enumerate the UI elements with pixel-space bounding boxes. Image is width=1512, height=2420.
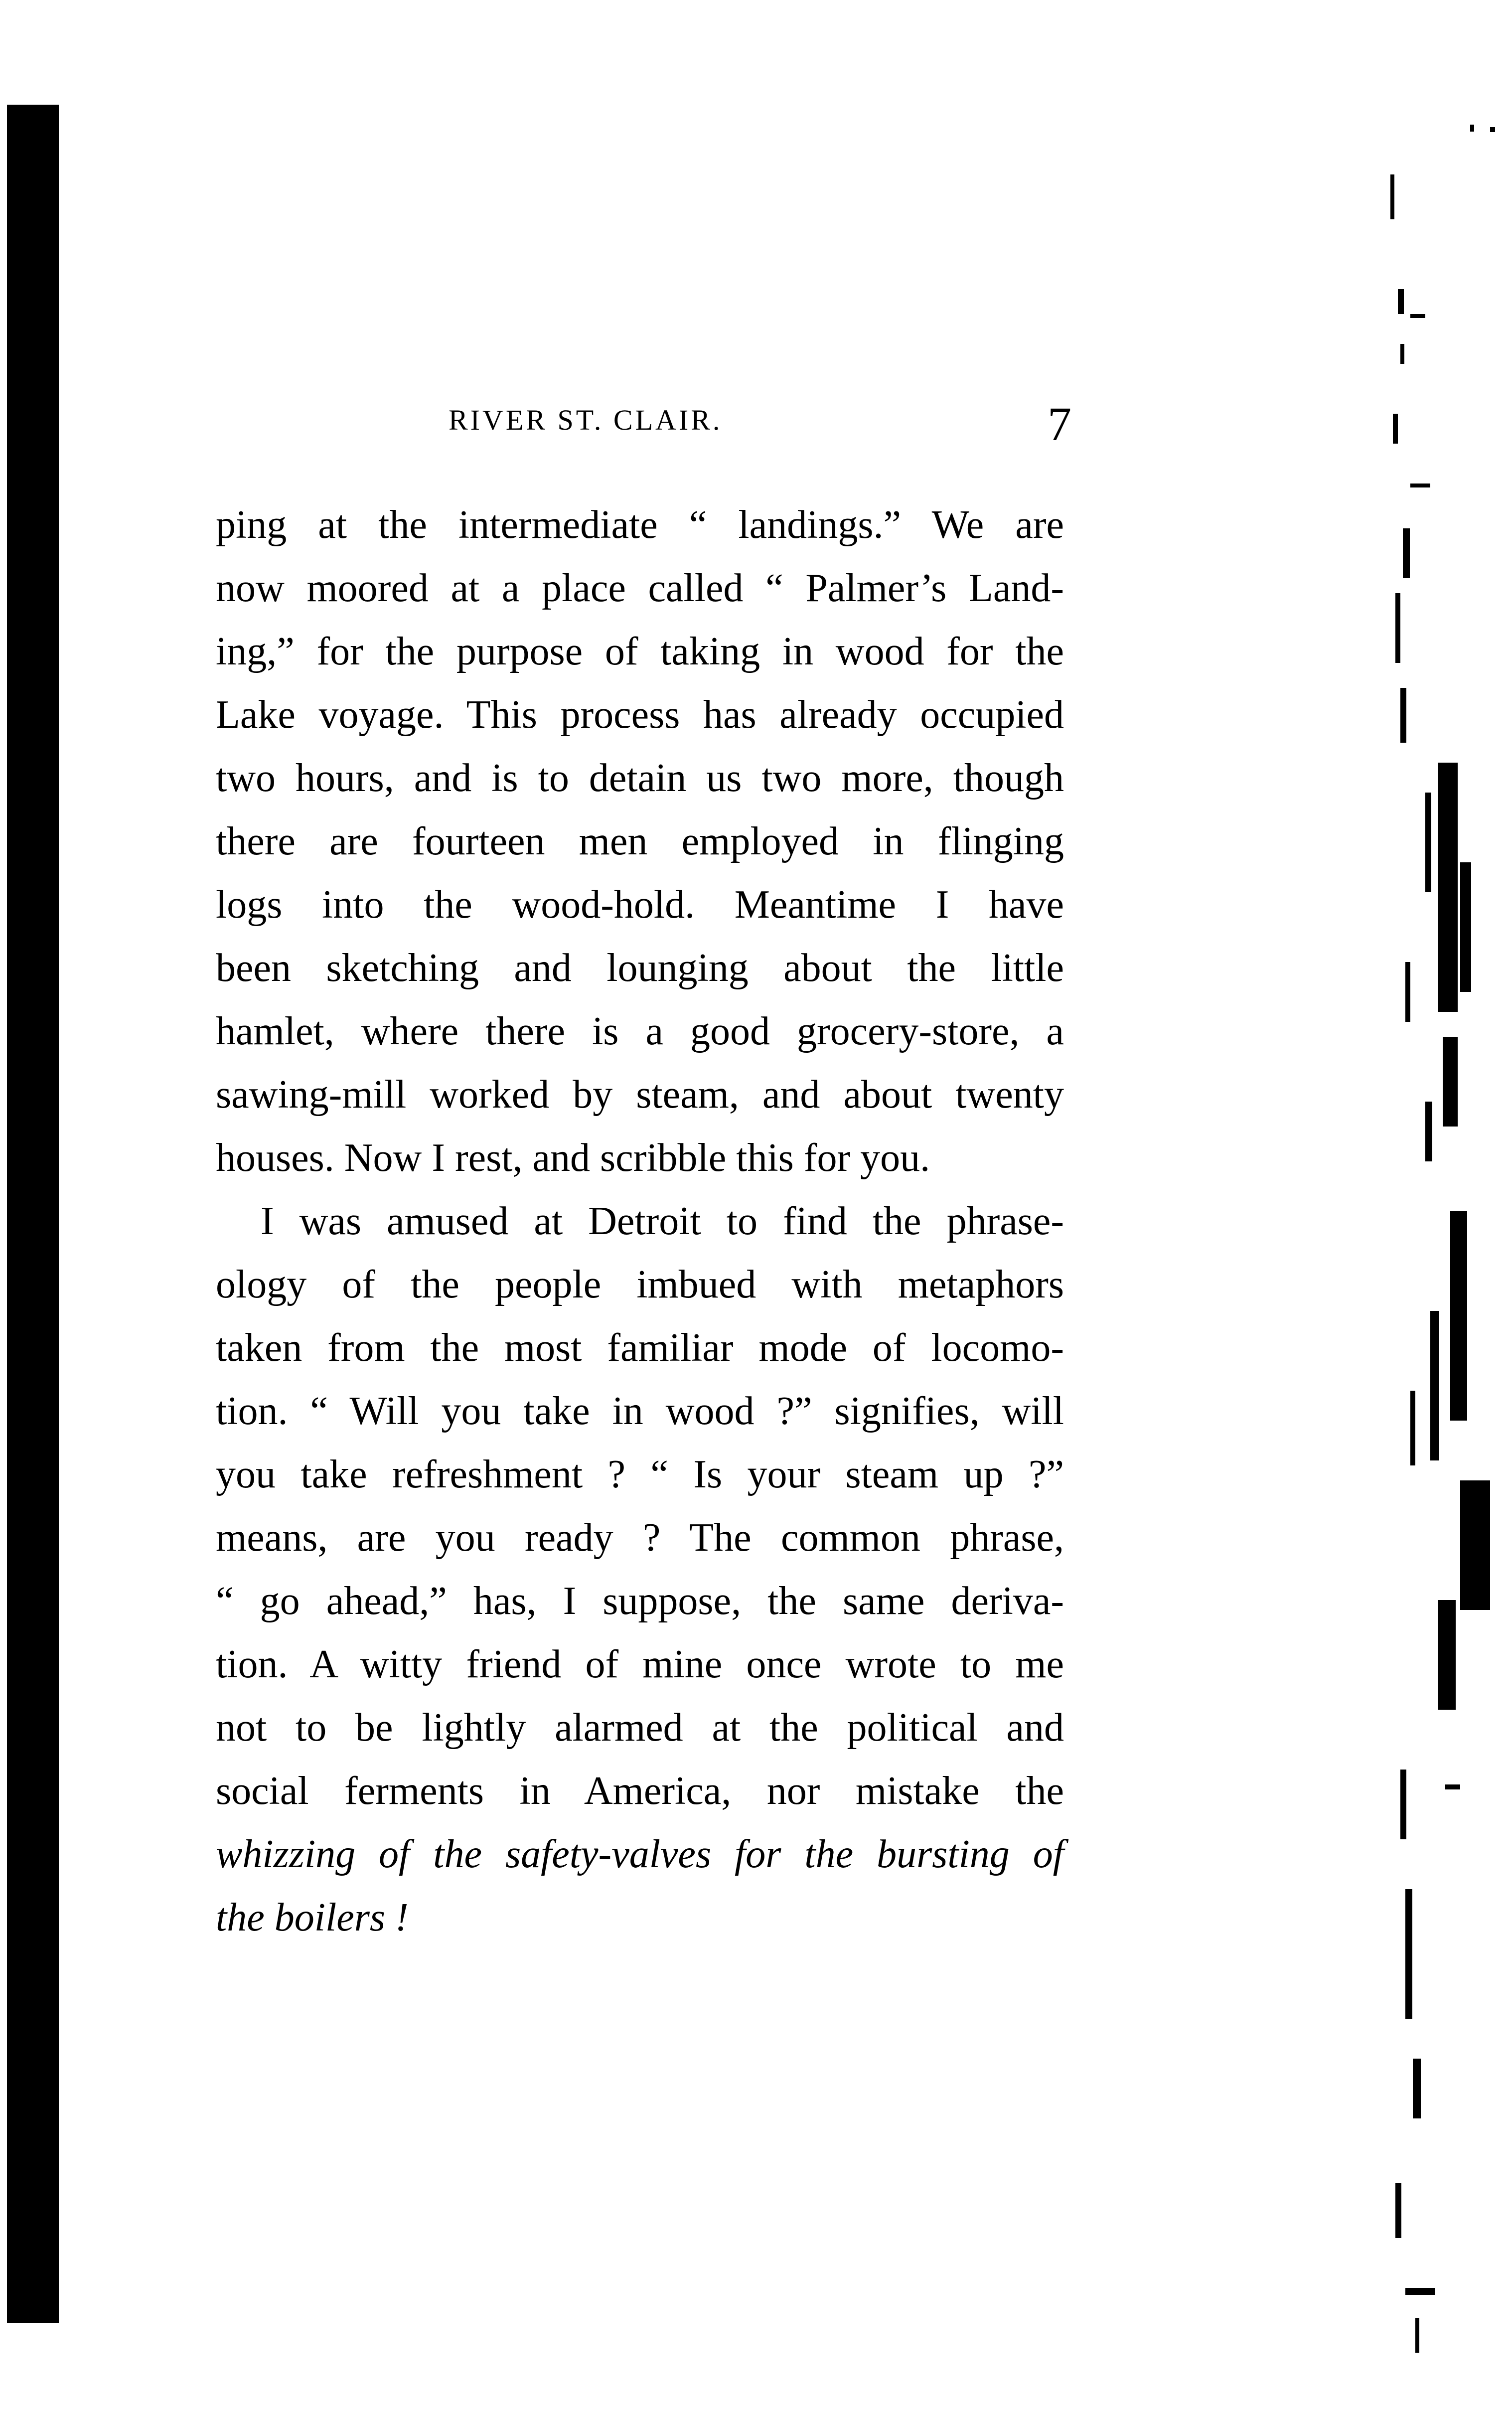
text-line: tion. A witty friend of mine once wrote to me <box>216 1642 1064 1686</box>
text-line: been sketching and lounging about the little <box>216 946 1064 990</box>
text-line: you take refreshment ? “ Is your steam up ?” <box>216 1452 1064 1496</box>
text-line: logs into the wood-hold. Meantime I have <box>216 883 1064 927</box>
text-line: social ferments in America, nor mistake the <box>216 1769 1064 1813</box>
text-line: means, are you ready ? The common phrase, <box>216 1516 1064 1560</box>
text-line: two hours, and is to detain us two more, though <box>216 756 1064 800</box>
text-line: houses. Now I rest, and scribble this for you. <box>216 1136 930 1180</box>
page-number: 7 <box>1048 397 1071 451</box>
text-line: there are fourteen men employed in flinging <box>216 819 1064 863</box>
text-line: not to be lightly alarmed at the political and <box>216 1706 1064 1750</box>
text-line: Lake voyage. This process has already occupied <box>216 693 1064 737</box>
text-line: taken from the most familiar mode of locomo- <box>216 1326 1064 1370</box>
text-line: hamlet, where there is a good grocery-store, a <box>216 1009 1064 1053</box>
text-line: the boilers ! <box>216 1896 409 1939</box>
text-line: “ go ahead,” has, I suppose, the same deriva- <box>216 1579 1064 1623</box>
text-line: whizzing of the safety-valves for the bursting of <box>216 1832 1064 1876</box>
text-line: ing,” for the purpose of taking in wood for the <box>216 630 1064 673</box>
text-line: ping at the intermediate “ landings.” We are <box>216 503 1064 547</box>
text-line: I was amused at Detroit to find the phrase- <box>261 1199 1064 1243</box>
body-text <box>216 493 1064 1949</box>
text-line: ology of the people imbued with metaphors <box>216 1263 1064 1306</box>
text-line: sawing-mill worked by steam, and about twenty <box>216 1073 1064 1117</box>
binding-shadow <box>7 105 59 2323</box>
running-head: RIVER ST. CLAIR. <box>449 404 723 436</box>
gutter-scan-noise <box>1356 115 1505 2308</box>
page-header <box>449 396 1071 451</box>
text-line: now moored at a place called “ Palmer’s Land- <box>216 566 1064 610</box>
text-line: tion. “ Will you take in wood ?” signifies, will <box>216 1389 1064 1433</box>
